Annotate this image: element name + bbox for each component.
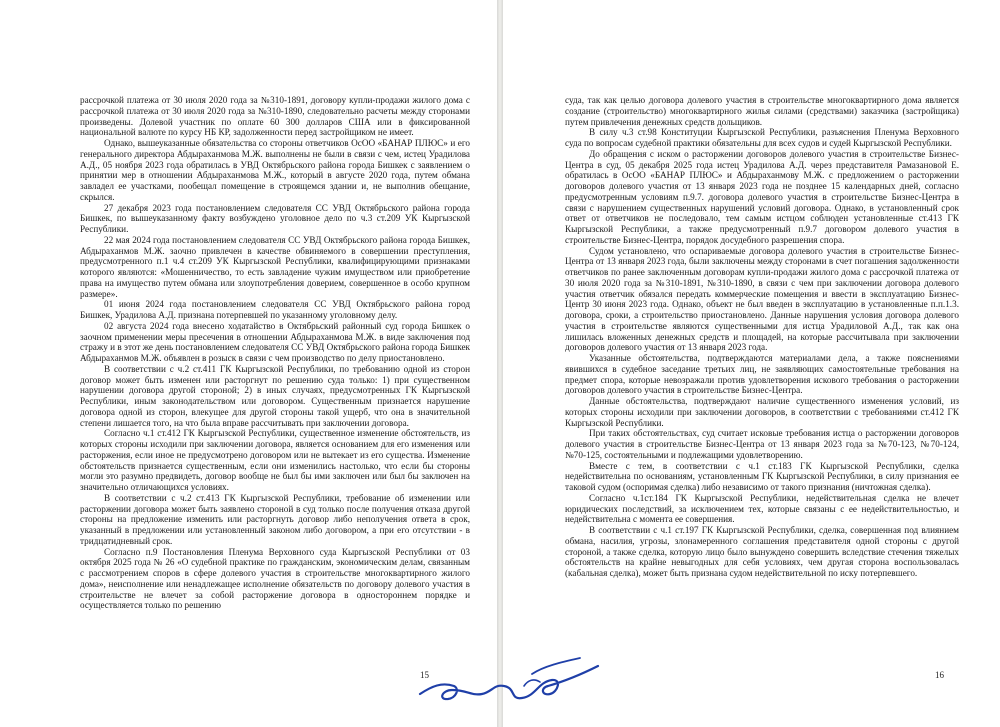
paragraph: 22 мая 2024 года постановлением следователя СС УВД Октябрьского района города Бишкек, Абдыраханмов М.Ж. заочно привлечен в качестве обвиняемого в совершении преступления, предусмотренного п.1 ч.4 ст.209 УК Кыргызской Республики, квалифицирующими признаками которого являются: «Мошенничество, то есть завладение чужим имуществом или приобретение права на имущество путем обмана или злоупотребления доверием, совершенное в особо крупном размере». <box>80 234 470 299</box>
right-page <box>503 0 1000 727</box>
paragraph: В соответствии с ч.2 ст.413 ГК Кыргызской Республики, требование об изменении или расторжении договора может быть заявлено стороной в суд только после получения отказа другой стороны на предложение изменить или расторгнуть договор либо неполучения ответа в срок, указанный в предложении или установленный законом либо договором, а при его отсутствии - в тридцатидневный срок. <box>80 492 470 546</box>
paragraph: В соответствии с ч.1 ст.197 ГК Кыргызской Республики, сделка, совершенная под влиянием обмана, насилия, угрозы, злонамеренного соглашения представителя одной стороны с другой стороной, а также сделка, которую лицо было вынуждено совершить вследствие стечения тяжелых обстоятельств на крайне невыгодных для себя условиях, чем другая сторона воспользовалась (кабальная сделка), может быть признана судом недействительной по иску потерпевшего. <box>565 525 959 578</box>
paragraph: Вместе с тем, в соответствии с ч.1 ст.183 ГК Кыргызской Республики, сделка недействительна по основаниям, установленным ГК Кыргызской Республики, в силу признания ее таковой судом (оспоримая сделка) либо независимо от такого признания (ничтожная сделка). <box>565 460 959 492</box>
paragraph: суда, так как целью договора долевого участия в строительстве многоквартирного дома является создание (строительство) многоквартирного жилья силами (средствами) заказчика (застройщика) путем привлечения денежных средств дольщиков. <box>565 95 959 127</box>
paragraph: 01 июня 2024 года постановлением следователя СС УВД Октябрьского района город Бишкек, Урадилова А.Д. признана потерпевшей по указанному уголовному делу. <box>80 299 470 320</box>
paragraph: Согласно ч.1 ст.412 ГК Кыргызской Республики, существенное изменение обстоятельств, из которых стороны исходили при заключении договора, является основанием для его изменения или расторжения, если иное не предусмотрено договором или не вытекает из его существа. Изменение обстоятельств признается существенным, если они изменились настолько, что если бы стороны могли это разумно предвидеть, договор вообще не был бы ими заключен или был бы заключен на значительно отличающихся условиях. <box>80 428 470 492</box>
right-page-text <box>565 95 959 579</box>
paragraph: До обращения с иском о расторжении договоров долевого участия в строительстве Бизнес-Центра в суд, 05 декабря 2025 года истец Урадилова А.Д. через представителя Рамазановой Е. обратилась в ОсОО «БАНАР ПЛЮС» и Абдыраханмову М.Ж. с предложением о расторжении договоров долевого участия от 13 января 2023 года не позднее 15 календарных дней, согласно предусмотренным условиям п.9.7. договора долевого участия в строительстве Бизнес-Центра в связи с нарушением существенных нарушений условий договора. Однако, в установленный срок ответ от ответчиков не последовало, тем самым истцом соблюден установленные ст.413 ГК Кыргызской Республики, а также предусмотренный п.9.7 договором долевого участия в строительстве Бизнес-Центра, порядок досудебного разрешения спора. <box>565 148 959 245</box>
paragraph: В силу ч.3 ст.98 Конституции Кыргызской Республики, разъяснения Пленума Верховного суда по вопросам судебной практики обязательны для всех судов и судей Кыргызской Республики. <box>565 127 959 148</box>
page-number: 16 <box>935 670 944 680</box>
paragraph: рассрочкой платежа от 30 июля 2020 года за №310-1891, договору купли-продажи жилого дома с рассрочкой платежа от 30 июля 2020 года за №310-1890, следовательно расчеты между сторонами произведены. Долевой участник по оплате 60 300 долларов США или в фиксированной национальной валюте по курсу НБ КР, задолженности перед застройщиком не имеет. <box>80 95 470 138</box>
paragraph: Согласно п.9 Постановления Пленума Верховного суда Кыргызской Республики от 03 октября 2025 года № 26 «О судебной практике по гражданским, экономическим делам, связанным с рассмотрением споров в сфере долевого участия в строительстве многоквартирного жилого дома», неисполнение или ненадлежащее исполнение обязательств по договору долевого участия в строительстве не влечет за собой расторжение договора в одностороннем порядке и осуществляется только по решению <box>80 546 470 611</box>
paragraph: В соответствии с ч.2 ст.411 ГК Кыргызской Республики, по требованию одной из сторон договор может быть изменен или расторгнут по решению суда только: 1) при существенном нарушении договора другой стороной; 2) в иных случаях, предусмотренных ГК Кыргызской Республики, иным законодательством или договором. Существенным признается нарушение договора одной из сторон, влекущее для другой стороны такой ущерб, что она в значительной степени лишается того, на что была вправе рассчитывать при заключении договора. <box>80 363 470 428</box>
left-page-text <box>80 95 470 611</box>
paragraph: При таких обстоятельствах, суд считает исковые требования истца о расторжении договоров долевого участия в строительстве Бизнес-Центра от 13 января 2023 года за №70-123, №70-124, №70-125, состоятельными и подлежащими удовлетворению. <box>565 428 959 460</box>
paragraph: Однако, вышеуказанные обязательства со стороны ответчиков ОсОО «БАНАР ПЛЮС» и его генерального директора Абдыраханмова М.Ж. выполнены не были в связи с чем, истец Урадилова А.Д., 05 ноября 2023 года обратилась в УВД Октябрьского района города Бишкек с заявлением о принятии мер в отношении Абдыраханмова М.Ж., который в августе 2020 года, путем обмана завладел ее участками, пообещал помещение в строящемся здании и, не выполнив обещание, скрылся. <box>80 138 470 202</box>
handwritten-signature <box>412 636 602 716</box>
paragraph: Судом установлено, что оспариваемые договора долевого участия в строительстве Бизнес-Центра от 13 января 2023 года, были заключены между сторонами в счет погашения задолженности ответчиков по ранее заключенным договорам купли-продажи жилого дома с рассрочкой платежа от 30 июля 2020 года за №310-1891, №310-1890, в связи с чем при заключении договора долевого участия ответчик обязался передать коммерческие помещения и ввести в эксплуатацию Бизнес-Центр 30 июня 2023 года. Однако, объект не был введен в эксплуатацию в установленные п.п.1.3. договора, сроки, а строительство приостановлено. Данные нарушения условия договора долевого участия в строительстве являются существенными для истца Урадиловой А.Д., так как она лишилась вложенных денежных средств и площадей, на которые рассчитывала при заключении договоров долевого участия от 13 января 2023 года. <box>565 245 959 353</box>
left-page <box>0 0 497 727</box>
paragraph: Согласно ч.1ст.184 ГК Кыргызской Республики, недействительная сделка не влечет юридических последствий, за исключением тех, которые связаны с ее недействительностью, и недействительна с момента ее совершения. <box>565 492 959 525</box>
paragraph: Данные обстоятельства, подтверждают наличие существенного изменения условий, из которых стороны исходили при заключении договоров, в соответствии с требованиями ст.412 ГК Кыргызской Республики. <box>565 396 959 428</box>
page-number: 15 <box>420 670 429 680</box>
paragraph: 27 декабря 2023 года постановлением следователя СС УВД Октябрьского района города Бишкек, по вышеуказанному факту возбуждено уголовное дело по ч.3 ст.209 УК Кыргызской Республики. <box>80 202 470 234</box>
paragraph: 02 августа 2024 года внесено ходатайство в Октябрьский районный суд города Бишкек о заочном применении меры пресечения в отношении Абдыраханмова М.Ж. в виде заключения под стражу и в этот же день постановлением следователя СС УВД Октябрьского района города Бишкек Абдыраханмов М.Ж. объявлен в розыск в связи с чем производство по делу приостановлено. <box>80 320 470 363</box>
paragraph: Указанные обстоятельства, подтверждаются материалами дела, а также пояснениями явившихся в судебное заседание третьих лиц, не заявляющих самостоятельные требования на предмет спора, которые невозражали против удовлетворения искового требования о расторжении договоров долевого участия в строительстве Бизнес-Центра. <box>565 353 959 396</box>
